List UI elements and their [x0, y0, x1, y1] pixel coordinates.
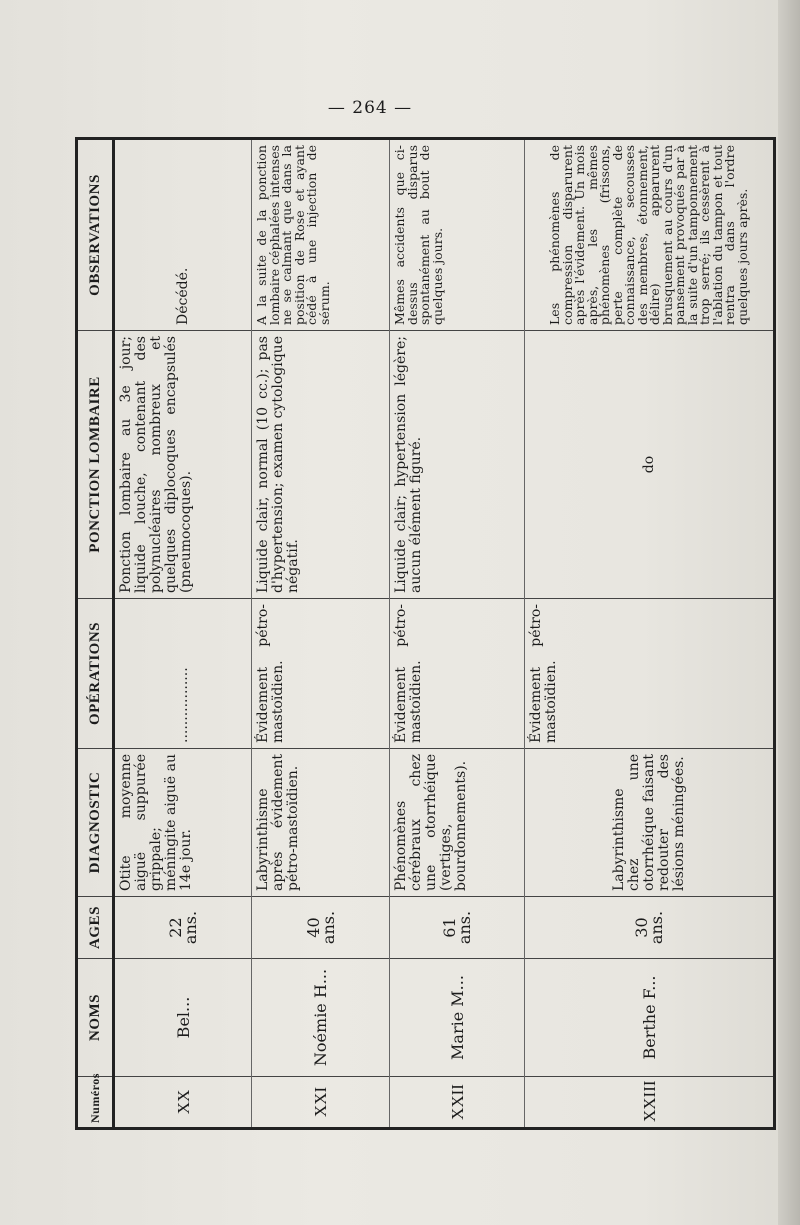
cell-nom: Berthe F...: [525, 959, 775, 1077]
header-numeros: Numéros: [77, 1077, 114, 1129]
header-ponction: PONCTION LOMBAIRE: [77, 331, 114, 599]
cell-operation: Évidement pétro-mastoïdien.: [252, 599, 390, 749]
table-row: [525, 139, 775, 1129]
cell-observation: Mêmes accidents que ci-dessus disparus spontanément au bout de quelques jours.: [390, 139, 525, 331]
table-row: [114, 139, 252, 1129]
header-noms: NOMS: [77, 959, 114, 1077]
cell-age: 40 ans.: [252, 897, 390, 959]
cell-ponction: Liquide clair; hypertension légère; aucun élément figuré.: [390, 331, 525, 599]
cell-numero: XX: [114, 1077, 252, 1129]
cell-age: 30 ans.: [525, 897, 775, 959]
cell-ponction: Ponction lombaire au 3e jour; liquide louche, contenant des polynucléaires nombreux et quelques diplocoques encapsulés (pneumocoques).: [114, 331, 252, 599]
table-row: [252, 139, 390, 1129]
cell-diagnostic: Otite moyenne aiguë suppurée grippale; méningite aiguë au 14e jour.: [114, 749, 252, 897]
cell-operation: Évidement pétro-mastoïdien.: [525, 599, 775, 749]
cell-ponction: Liquide clair, normal (10 cc.); pas d'hypertension; examen cytologique négatif.: [252, 331, 390, 599]
cell-observation: Décédé.: [114, 139, 252, 331]
cell-nom: Bel...: [114, 959, 252, 1077]
cell-numero: XXIII: [525, 1077, 775, 1129]
cell-nom: Noémie H...: [252, 959, 390, 1077]
cell-age: 61 ans.: [390, 897, 525, 959]
cell-age: 22 ans.: [114, 897, 252, 959]
cases-table: [75, 137, 776, 1130]
cell-diagnostic: Labyrinthisme chez une otorrhéique faisant redouter des lésions méningées.: [525, 749, 775, 897]
cell-diagnostic: Phénomènes cérébraux chez une otorrhéique (vertiges, bourdonnements).: [390, 749, 525, 897]
cell-observation: Les phénomènes de compression disparurent après l'évidement. Un mois après, les mêmes phénomènes (frissons, perte complète de connaissance, secousses des membres, étonnement, délire) apparurent brusquement au cours d'un pansement provoqués par à la suite d'un tamponnement trop serré; ils cessèrent à l'ablation du tampon et tout rentra dans l'ordre quelques jours après.: [525, 139, 775, 331]
page-number: — 264 —: [327, 98, 413, 118]
book-spine-edge: [778, 0, 800, 1225]
table-row: [390, 139, 525, 1129]
cell-numero: XXII: [390, 1077, 525, 1129]
cell-operation: Évidement pétro-mastoïdien.: [390, 599, 525, 749]
cell-diagnostic: Labyrinthisme après évidement pétro-mastoïdien.: [252, 749, 390, 897]
cell-numero: XXI: [252, 1077, 390, 1129]
table-header-row: [77, 139, 114, 1129]
header-ages: AGES: [77, 897, 114, 959]
header-operations: OPÉRATIONS: [77, 599, 114, 749]
cell-operation: .................: [114, 599, 252, 749]
header-observations: OBSERVATIONS: [77, 139, 114, 331]
cell-ponction: do: [525, 331, 775, 599]
rotated-table-container: [75, 140, 770, 1130]
cell-nom: Marie M...: [390, 959, 525, 1077]
cell-observation: A la suite de la ponction lombaire céphalées intenses ne se calmant que dans la position de Rose et ayant cédé à une injection de sérum.: [252, 139, 390, 331]
header-diagnostic: DIAGNOSTIC: [77, 749, 114, 897]
